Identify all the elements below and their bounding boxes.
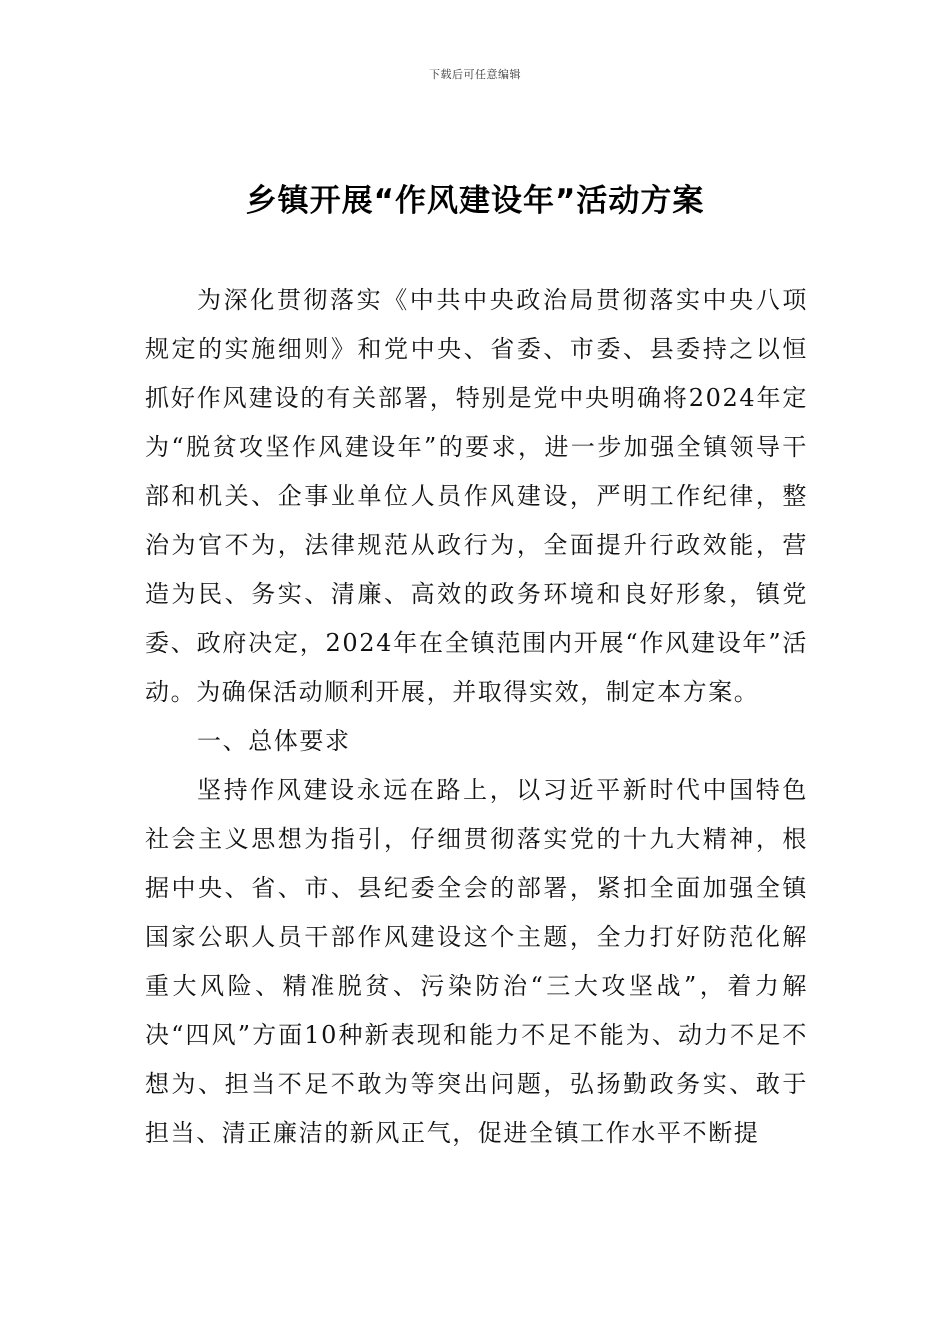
general-requirements-paragraph: 坚持作风建设永远在路上，以习近平新时代中国特色社会主义思想为指引，仔细贯彻落实党的十九大精神，根据中央、省、市、县纪委全会的部署，紧扣全面加强全镇国家公职人员干部作风建设这个主题，全力打好防范化解重大风险、精准脱贫、污染防治“三大攻坚战”，着力解决“四风”方面10种新表现和能力不足不能为、动力不足不想为、担当不足不敢为等突出问题，弘扬勤政务实、敢于担当、清正廉洁的新风正气，促进全镇工作水平不断提 (145, 776, 808, 1147)
document-title: 乡镇开展“作风建设年”活动方案 (245, 183, 705, 219)
intro-paragraph: 为深化贯彻落实《中共中央政治局贯彻落实中央八项规定的实施细则》和党中央、省委、市委、县委持之以恒抓好作风建设的有关部署，特别是党中央明确将2024年定为“脱贫攻坚作风建设年”的要求，进一步加强全镇领导干部和机关、企事业单位人员作风建设，严明工作纪律，整治为官不为，法律规范从政行为，全面提升行政效能，营造为民、务实、清廉、高效的政务环境和良好形象，镇党委、政府决定，2024年在全镇范围内开展“作风建设年”活动。为确保活动顺利开展，并取得实效，制定本方案。 (145, 286, 808, 706)
section-heading-general-requirements: 一、总体要求 (197, 727, 351, 755)
document-body (145, 276, 808, 1158)
header-note: 下载后可任意编辑 (429, 68, 521, 81)
